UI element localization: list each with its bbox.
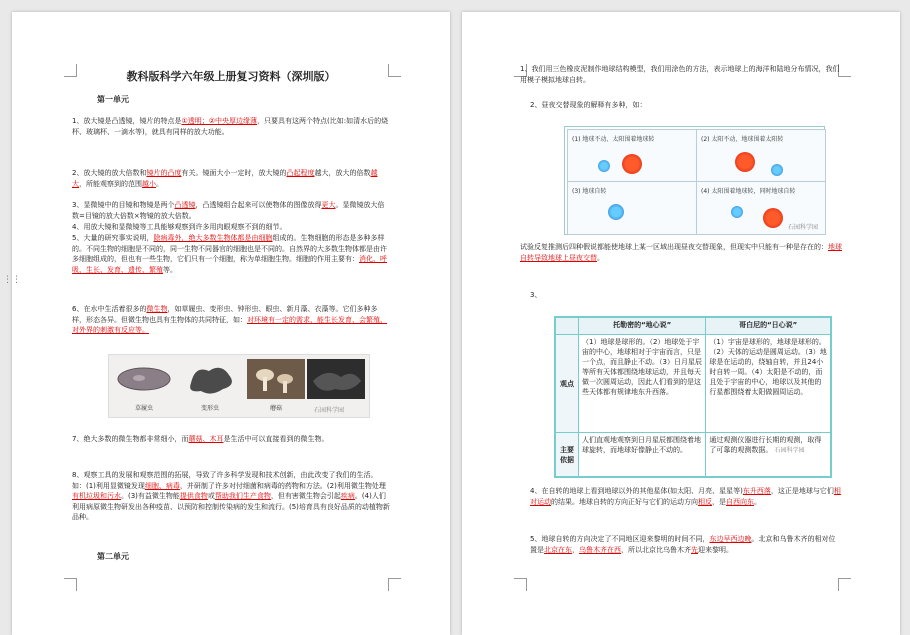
image-watermark: 石园科学园	[314, 407, 345, 414]
figure-watermark: 石园科学园	[787, 224, 818, 231]
hypothesis-label: (3) 地球自转	[572, 188, 607, 195]
hypothesis-cell-2	[696, 129, 826, 183]
sun-icon	[735, 152, 755, 172]
paragraph-8: 8、观察工具的发展和观察范围的拓展，导致了许多科学发现和技术创新，由此改变了我们的生活。如：(1)利用显微镜发现细胞、病毒，并研制了许多对付细菌和病毒的药物和方法。(2)利用微生物处理有机垃圾和污水。(3)有益微生物能提供食物或帮助我们生产食物，但有害微生物会引起疾病。(4)人们利用病原微生物研发出各种疫苗、以预防和控制传染病的发生和流行。(5)培育具有良好品质的动植物新品种。	[72, 471, 390, 521]
section-heading-unit1: 第一单元	[97, 95, 129, 104]
paragraph-7: 7、绝大多数的微生物都非常细小，而蘑菇、木耳是生活中可以直接看到的微生物。	[72, 435, 329, 443]
paragraph-3: 3、显微镜中的目镜和物镜是两个凸透镜，凸透镜组合起来可以使物体的图像放得更大。显微镜放大倍数=目镜的放大倍数×物镜的放大倍数。	[72, 201, 385, 220]
document-page-right	[462, 12, 900, 635]
fungus-image	[307, 359, 365, 399]
image-caption: 变形虫	[200, 405, 219, 412]
question-5: 5、地球自转的方向决定了不同地区迎来黎明的时间不同，东边早西边晚。北京和乌鲁木齐的相对位置是北京在东，乌鲁木齐在西，所以北京比乌鲁木齐先迎来黎明。	[530, 535, 836, 554]
image-caption: 蘑菇	[269, 405, 282, 412]
table-cell: 人们直观地观察到日月星辰都围绕着地球旋转，而地球好像静止不动的。	[579, 433, 706, 477]
paramecium-image	[115, 359, 173, 399]
crop-mark	[514, 578, 527, 591]
paragraph-1: 1、放大镜是凸透镜，镜片的特点是①透明；②中央厚边缘薄，只要具有这两个特点(比如:如清水后的烧杯、玻璃杯、一滴水等)，就具有同样的放大功能。	[72, 117, 389, 136]
question-2-conclusion: 试验反复推测后四种假说都能使地球上某一区域出现昼夜交替现象，但现实中只能有一种是存在的：地球自转导致地球上昼夜交替。	[520, 243, 842, 262]
document-title: 教科版科学六年级上册复习资料（深圳版）	[126, 70, 336, 83]
earth-icon	[598, 160, 610, 172]
earth-icon	[608, 204, 624, 220]
sun-icon	[622, 154, 642, 174]
sun-icon	[763, 208, 783, 228]
table-cell: （1）宇宙是球形的，地球是球形的。（2）天体的运动是圆周运动。（3）地球是在运动的，绕轴自转，并且24小时自转一周。（4）太阳是不动的，而且处于宇宙的中心，地球以及其他的行星都围绕着太阳做圆周运动。	[706, 335, 831, 433]
question-4: 4、在自转的地球上看到地球以外的其他星体(如太阳、月亮、星星等)东升西落，这正是地球与它们相对运动的结果。地球自转的方向正好与它们的运动方向相反，是自西向东。	[530, 487, 841, 506]
crop-mark	[838, 578, 851, 591]
hypothesis-label: (4) 太阳围着地球转，同时地球自转	[701, 188, 796, 195]
table-corner	[556, 318, 579, 335]
mushroom-image	[247, 359, 305, 399]
drag-handle-icon[interactable]: ⋮⋮	[3, 275, 21, 285]
table-cell: （1）地球是球形的。（2）地球处于宇宙的中心，地球相对于宇宙而言，只是一个点，而且静止不动。（3）日月星辰等所有天体都围绕地球运动，并且每天做一次圆周运动，因此人们看到的是这些天体都有规律地东升西落。	[579, 335, 706, 433]
question-3: 3、	[530, 291, 542, 299]
geocentric-heliocentric-table	[554, 316, 832, 478]
table-header-heliocentric: 哥白尼的“日心说”	[706, 318, 831, 335]
earth-icon	[731, 206, 743, 218]
paragraph-4: 4、用放大镜和显微镜等工具能够观察到许多用肉眼观察不到的细节。	[72, 223, 287, 231]
image-caption: 草履虫	[134, 405, 153, 412]
document-page-left	[3, 12, 450, 635]
table-cell: 通过观测仪器进行长期的观测，取得了可靠的观测数据。 石园科学园	[706, 433, 831, 477]
hypothesis-cell-3	[567, 181, 697, 235]
table-header-geocentric: 托勒密的“地心说”	[579, 318, 706, 335]
hypothesis-label: (1) 地球不动、太阳围着地球转	[572, 136, 655, 143]
earth-icon	[771, 164, 783, 176]
crop-mark	[388, 578, 401, 591]
crop-mark	[64, 578, 77, 591]
amoeba-image	[181, 359, 239, 399]
table-row-label: 观点	[556, 335, 579, 433]
paragraph-6: 6、在水中生活着很多的微生物，如草履虫、变形虫、钟形虫、眼虫、新月藻、衣藻等。它们多种多样，形态各异。但微生物也具有生物体的共同特征，如：对环境有一定的需求、能生长发育、会繁殖、对外界的刺激有反应等。	[72, 305, 387, 334]
question-1: 1、我们用三色橡皮泥制作地球结构模型，我们用涂色的方法，表示地球上的海洋和陆地分布情况，我们用模子模拟地球自转。	[520, 65, 840, 84]
table-row-label: 主要依据	[556, 433, 579, 477]
day-night-hypotheses-figure	[564, 126, 825, 235]
section-heading-unit2: 第二单元	[97, 552, 129, 561]
microorganism-image-strip	[108, 354, 370, 418]
hypothesis-label: (2) 太阳不动、地球围着太阳转	[701, 136, 784, 143]
paragraph-2: 2、放大镜的放大倍数和镜片的凸度有关。镜面大小一定时，放大镜的凸起程度越大，放大的倍数越大，所能观察到的范围越小。	[72, 169, 378, 188]
question-2: 2、昼夜交替现象的解释有多种，如：	[530, 101, 647, 109]
hypothesis-cell-1	[567, 129, 697, 183]
paragraph-5: 5、大量的研究事实说明，除病毒外，绝大多数生物体都是由细胞组成的。生物细胞的形态是多种多样的。不同生物的细胞是不同的，同一生物不同器官的细胞也是不同的。自然界的大多数生物体都是由许多细胞组成的，但也有一些生物，它们只有一个细胞，称为单细胞生物。细胞的作用主要有：消化、呼吸、生长、发育、遗传、繁殖等。	[72, 234, 387, 274]
